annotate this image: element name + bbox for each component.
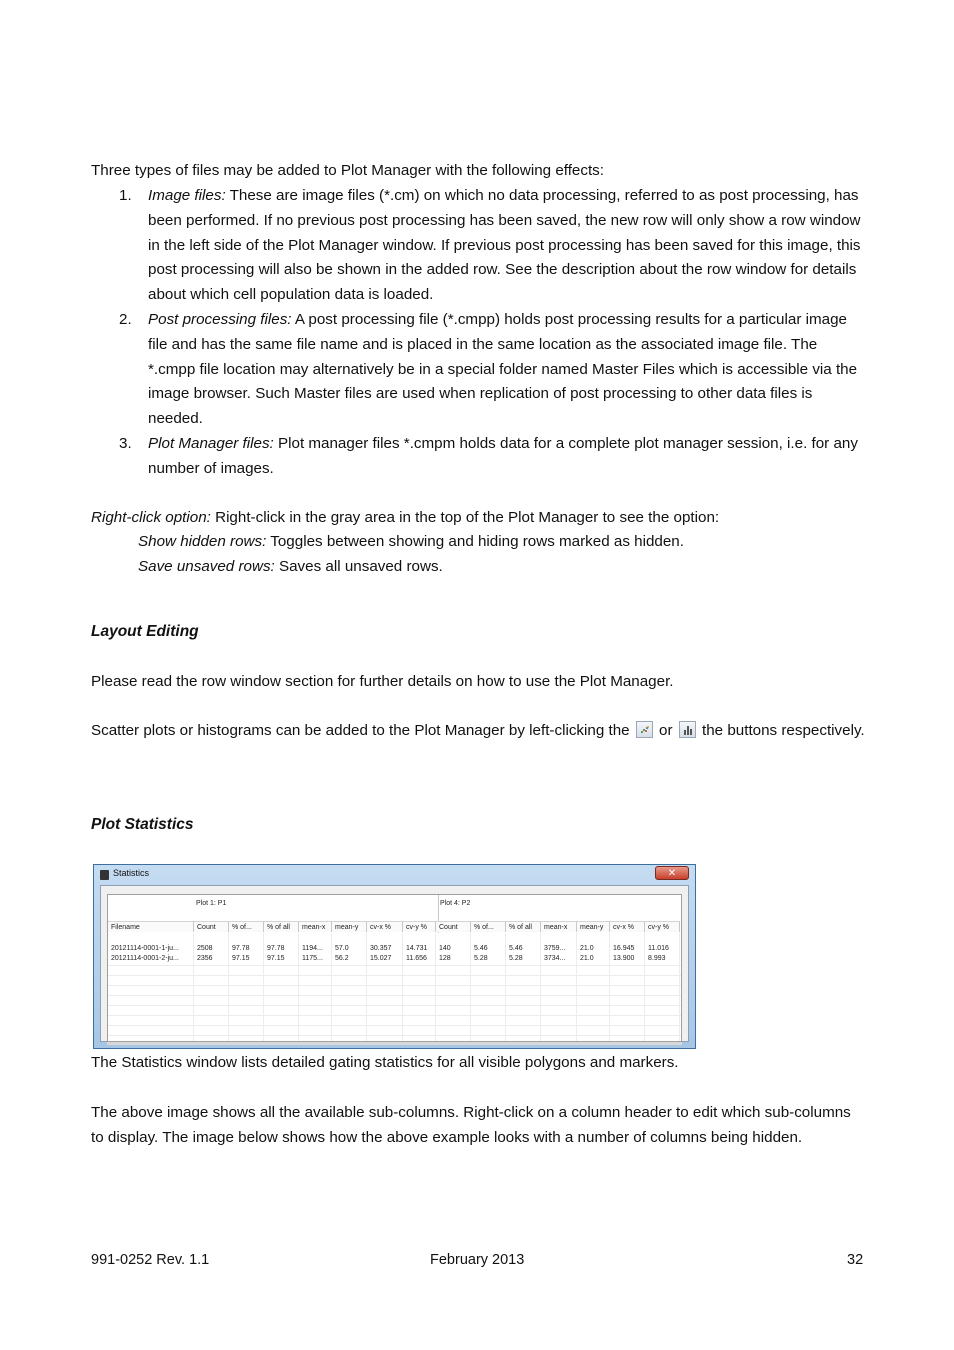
table-cell[interactable]: 57.0	[335, 945, 349, 952]
table-cell[interactable]: 5.46	[474, 945, 488, 952]
list-item	[91, 184, 866, 308]
list-item-text: Plot manager files *.cmpm holds data for a complete plot manager session, i.e. for any number of images.	[148, 434, 858, 477]
table-cell[interactable]: 16.945	[613, 945, 635, 952]
filename-cell[interactable]: 20121114-0001-1-ju...	[111, 945, 179, 952]
layout-paragraph: Please read the row window section for further details on how to use the Plot Manager.	[91, 673, 674, 690]
table-cell[interactable]: 11.016	[648, 945, 669, 952]
footer-page-number: 32	[847, 1252, 864, 1268]
file-types-list	[91, 184, 866, 482]
column-header[interactable]: % of all	[506, 921, 541, 932]
table-cell[interactable]: 3734...	[544, 955, 566, 962]
filename-cell[interactable]: 20121114-0001-2-ju...	[111, 955, 179, 962]
table-cell[interactable]: 1194...	[302, 945, 323, 952]
right-click-option	[138, 555, 838, 580]
sub-columns-paragraph: The above image shows all the available sub-columns. Right-click on a column header to edit which sub-columns to display. The image below shows how the above example looks with a number of columns being hidden.	[91, 1104, 851, 1146]
window-app-icon	[100, 870, 109, 880]
table-cell[interactable]: 2508	[197, 945, 213, 952]
grid-line	[108, 1025, 681, 1026]
option-label: Save unsaved rows:	[138, 558, 275, 575]
grid-line	[108, 975, 681, 976]
column-header[interactable]: Filename	[108, 921, 194, 932]
grid-line	[108, 965, 681, 966]
window-titlebar[interactable]	[94, 865, 695, 885]
table-cell[interactable]: 97.78	[267, 945, 285, 952]
buttons-paragraph: Scatter plots or histograms can be added to the Plot Manager by left-clicking the or the buttons respectively.	[91, 722, 865, 739]
option-text: Saves all unsaved rows.	[274, 558, 443, 575]
table-cell[interactable]: 5.28	[509, 955, 523, 962]
intro-paragraph: Three types of files may be added to Plot Manager with the following effects:	[91, 162, 605, 179]
option-label: Show hidden rows:	[138, 533, 267, 550]
column-header[interactable]: mean-x	[541, 921, 577, 932]
horizontal-scrollbar[interactable]	[107, 1042, 682, 1045]
grid-line	[108, 1015, 681, 1016]
right-click-label: Right-click option:	[91, 509, 211, 526]
table-cell[interactable]: 140	[439, 945, 451, 952]
group-header-plot4: Plot 4: P2	[440, 900, 471, 907]
column-header[interactable]: % of all	[264, 921, 299, 932]
option-text: Toggles between showing and hiding rows marked as hidden.	[266, 533, 684, 550]
table-cell[interactable]: 97.78	[232, 945, 250, 952]
column-header[interactable]: cv-x %	[367, 921, 403, 932]
column-header[interactable]: % of...	[471, 921, 506, 932]
right-click-paragraph	[91, 506, 866, 531]
right-click-text: Right-click in the gray area in the top of the Plot Manager to see the option:	[210, 509, 720, 526]
table-cell[interactable]: 97.15	[232, 955, 250, 962]
plot-statistics-heading: Plot Statistics	[91, 816, 194, 833]
column-header[interactable]: % of...	[229, 921, 264, 932]
list-item	[91, 432, 866, 482]
list-number: 1.	[119, 187, 132, 204]
table-cell[interactable]: 97.15	[267, 955, 285, 962]
layout-editing-heading: Layout Editing	[91, 623, 199, 640]
table-cell[interactable]: 13.900	[613, 955, 635, 962]
column-header[interactable]: mean-y	[577, 921, 610, 932]
grid-line	[108, 995, 681, 996]
table-cell[interactable]: 1175...	[302, 955, 323, 962]
column-header[interactable]: cv-y %	[403, 921, 436, 932]
table-cell[interactable]: 2356	[197, 955, 213, 962]
window-title: Statistics	[113, 868, 150, 878]
table-cell[interactable]: 3759...	[544, 945, 566, 952]
table-cell[interactable]: 5.28	[474, 955, 488, 962]
list-item-label: Image files:	[148, 187, 226, 204]
list-item-label: Post processing files:	[148, 310, 292, 328]
column-header[interactable]: cv-y %	[645, 921, 680, 932]
window-client-area	[100, 885, 689, 1042]
column-header[interactable]: Count	[436, 921, 471, 932]
table-cell[interactable]: 21.0	[580, 955, 594, 962]
footer-doc-id: 991-0252 Rev. 1.1	[91, 1252, 210, 1268]
scatter-plot-icon	[636, 721, 653, 738]
table-cell[interactable]: 21.0	[580, 945, 594, 952]
statistics-grid	[107, 894, 682, 1042]
table-cell[interactable]: 14.731	[406, 945, 428, 952]
column-header[interactable]: mean-y	[332, 921, 367, 932]
list-number: 2.	[119, 310, 132, 328]
column-header[interactable]: mean-x	[299, 921, 332, 932]
footer-date: February 2013	[430, 1252, 525, 1268]
histogram-icon	[679, 721, 696, 738]
statistics-window	[93, 864, 696, 1049]
grid-line	[108, 1035, 681, 1036]
list-item-text: A post processing file (*.cmpp) holds post processing results for a particular image file and has the same file name and is placed in the same location as the associated image file. The *.cmpp file location may alternatively be in a special folder named Master Files which is accessible via the image browser. Such Master files are used when replication of post processing to other data files is needed.	[148, 310, 858, 428]
group-header-plot1: Plot 1: P1	[196, 900, 227, 907]
list-item-label: Plot Manager files:	[148, 434, 274, 452]
table-cell[interactable]: 8.993	[648, 955, 666, 962]
table-cell[interactable]: 11.656	[406, 955, 427, 962]
statistics-caption: The Statistics window lists detailed gating statistics for all visible polygons and markers.	[91, 1054, 679, 1071]
close-button[interactable]: ✕	[655, 866, 689, 880]
column-header[interactable]: Count	[194, 921, 229, 932]
column-header[interactable]: cv-x %	[610, 921, 645, 932]
table-cell[interactable]: 128	[439, 955, 451, 962]
right-click-option	[138, 530, 838, 555]
grid-line	[108, 985, 681, 986]
table-cell[interactable]: 56.2	[335, 955, 349, 962]
list-item	[91, 308, 866, 432]
table-cell[interactable]: 15.027	[370, 955, 392, 962]
list-number: 3.	[119, 434, 132, 452]
list-item-text: These are image files (*.cm) on which no data processing, referred to as post processing, has been performed. If no previous post processing has been saved, the new row will only show a row window in the left side of the Plot Manager window. If previous post processing has been saved for this image, this post processing will also be shown in the added row. See the description about the row window for details about which cell population data is loaded.	[148, 187, 861, 304]
table-cell[interactable]: 5.46	[509, 945, 523, 952]
grid-line	[108, 1005, 681, 1006]
table-cell[interactable]: 30.357	[370, 945, 392, 952]
